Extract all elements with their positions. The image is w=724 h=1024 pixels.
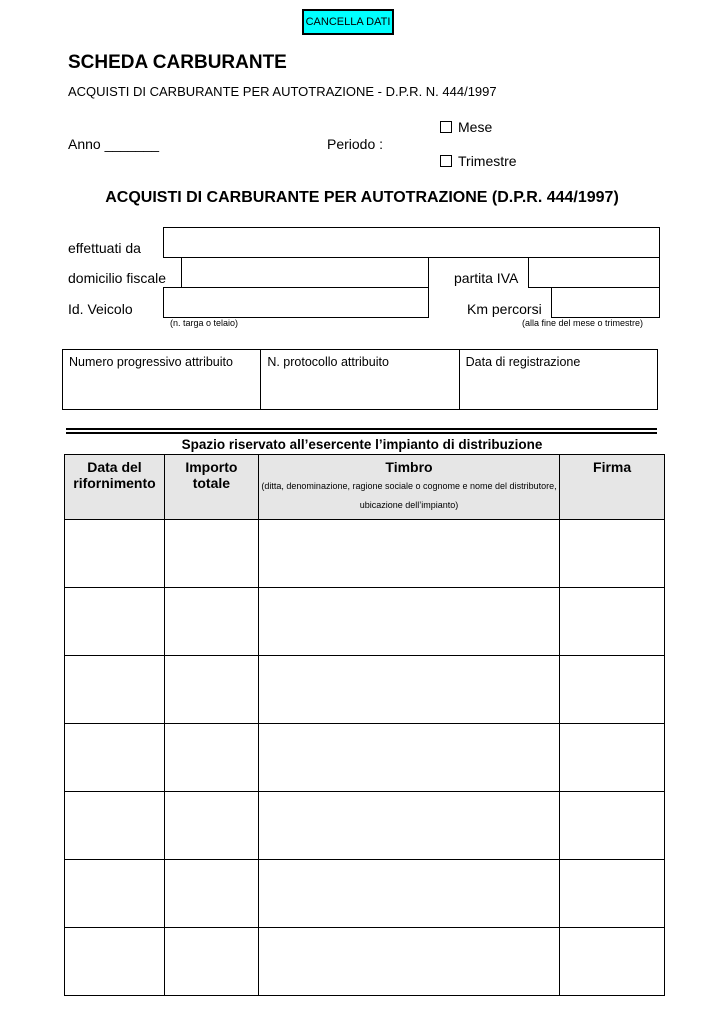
effettuati-label: effettuati da bbox=[68, 240, 141, 256]
data-cell[interactable] bbox=[65, 656, 165, 724]
table-row bbox=[65, 792, 665, 860]
trimestre-checkbox[interactable] bbox=[440, 155, 452, 167]
veicolo-label: Id. Veicolo bbox=[68, 301, 133, 317]
importo-cell[interactable] bbox=[164, 656, 258, 724]
data-cell[interactable] bbox=[65, 724, 165, 792]
col-data-rifornimento bbox=[65, 455, 165, 520]
trimestre-option[interactable] bbox=[440, 153, 517, 169]
reserved-space-title: Spazio riservato all’esercente l’impianto di distribuzione bbox=[181, 437, 543, 452]
timbro-cell[interactable] bbox=[258, 656, 559, 724]
timbro-cell[interactable] bbox=[258, 724, 559, 792]
data-cell[interactable] bbox=[65, 928, 165, 996]
mese-checkbox[interactable] bbox=[440, 121, 452, 133]
page-subtitle: ACQUISTI DI CARBURANTE PER AUTOTRAZIONE - D.P.R. N. 444/1997 bbox=[68, 84, 497, 99]
firma-cell[interactable] bbox=[560, 724, 665, 792]
table-row bbox=[65, 860, 665, 928]
col-firma: Firma bbox=[560, 455, 665, 520]
km-label: Km percorsi bbox=[467, 301, 542, 317]
firma-cell[interactable] bbox=[560, 860, 665, 928]
divider-line-bottom bbox=[66, 432, 657, 434]
numero-progressivo-cell[interactable]: Numero progressivo attribuito bbox=[63, 350, 261, 410]
divider-line-top bbox=[66, 428, 657, 430]
firma-cell[interactable] bbox=[560, 928, 665, 996]
table-row bbox=[65, 588, 665, 656]
col-data-line2: rifornimento bbox=[73, 475, 156, 491]
page-title: SCHEDA CARBURANTE bbox=[68, 52, 287, 73]
data-cell[interactable] bbox=[65, 792, 165, 860]
data-cell[interactable] bbox=[65, 860, 165, 928]
col-importo-line2: totale bbox=[192, 475, 231, 491]
km-note: (alla fine del mese o trimestre) bbox=[522, 318, 644, 328]
partita-iva-field[interactable] bbox=[528, 257, 660, 288]
firma-cell[interactable] bbox=[560, 792, 665, 860]
section-title: ACQUISTI DI CARBURANTE PER AUTOTRAZIONE (D.P.R. 444/1997) bbox=[105, 189, 619, 206]
veicolo-field[interactable] bbox=[163, 287, 429, 318]
col-importo-totale bbox=[164, 455, 258, 520]
partita-iva-label: partita IVA bbox=[454, 270, 519, 286]
col-importo-line1: Importo bbox=[185, 459, 238, 475]
importo-cell[interactable] bbox=[164, 860, 258, 928]
anno-label: Anno _______ bbox=[68, 136, 160, 152]
refueling-table bbox=[64, 454, 665, 996]
table-row bbox=[65, 724, 665, 792]
col-timbro-label: Timbro bbox=[385, 459, 433, 475]
firma-cell[interactable] bbox=[560, 520, 665, 588]
data-cell[interactable] bbox=[65, 588, 165, 656]
col-timbro-note: (ditta, denominazione, ragione sociale o cognome e nome del distributore, ubicazione dell’impianto) bbox=[261, 481, 557, 510]
mese-label: Mese bbox=[458, 119, 493, 135]
table-row bbox=[65, 928, 665, 996]
effettuati-field[interactable] bbox=[163, 227, 660, 258]
data-cell[interactable] bbox=[65, 520, 165, 588]
timbro-cell[interactable] bbox=[258, 520, 559, 588]
mese-option[interactable] bbox=[440, 119, 492, 135]
cancella-dati-button[interactable]: CANCELLA DATI bbox=[302, 9, 394, 35]
firma-cell[interactable] bbox=[560, 656, 665, 724]
importo-cell[interactable] bbox=[164, 928, 258, 996]
importo-cell[interactable] bbox=[164, 724, 258, 792]
timbro-cell[interactable] bbox=[258, 928, 559, 996]
timbro-cell[interactable] bbox=[258, 588, 559, 656]
timbro-cell[interactable] bbox=[258, 860, 559, 928]
importo-cell[interactable] bbox=[164, 520, 258, 588]
protocollo-cell[interactable]: N. protocollo attribuito bbox=[261, 350, 459, 410]
periodo-label: Periodo : bbox=[327, 136, 384, 152]
col-data-line1: Data del bbox=[87, 459, 142, 475]
table-row bbox=[65, 656, 665, 724]
km-field[interactable] bbox=[551, 287, 660, 318]
timbro-cell[interactable] bbox=[258, 792, 559, 860]
registration-table bbox=[62, 349, 658, 410]
domicilio-label: domicilio fiscale bbox=[68, 270, 167, 286]
trimestre-label: Trimestre bbox=[458, 153, 517, 169]
importo-cell[interactable] bbox=[164, 588, 258, 656]
domicilio-field[interactable] bbox=[181, 257, 429, 288]
importo-cell[interactable] bbox=[164, 792, 258, 860]
veicolo-note: (n. targa o telaio) bbox=[170, 318, 239, 328]
table-row bbox=[65, 520, 665, 588]
data-registrazione-cell[interactable]: Data di registrazione bbox=[459, 350, 657, 410]
col-timbro bbox=[258, 455, 559, 520]
firma-cell[interactable] bbox=[560, 588, 665, 656]
